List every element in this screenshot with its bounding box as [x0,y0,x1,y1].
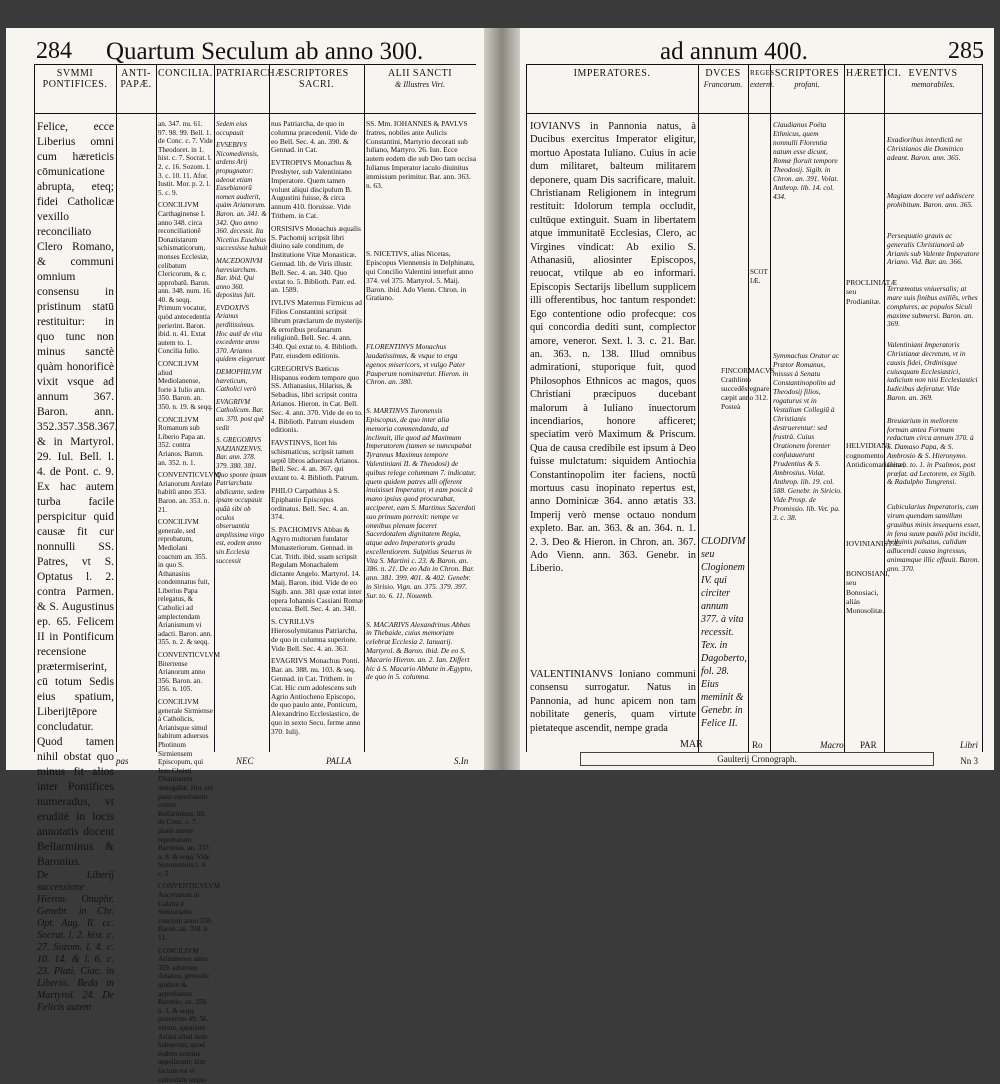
patriarchae-entry: S. GREGORIVS NAZIANZENVS. Bar. ann. 378. 379. 380. 381. Quo sponte ipsum Patriarchatu abdicante, sedem ipsam occupauit quāà sibi ob oculos obseruantia amplissima virgo est, eodem anno sin Ecclesia successit [216,436,267,565]
imperatores-text: IOVIANVS in Pannonia natus, à Ducibus exercitus Imperator eligitur, mortuo Apostata Iuliano. Cuius in acie dum militaret, balteum militarem deponere, quam Dis sacrificare, maluit. Christianam Religionem in integrum restituit: Idolorum templa occludit, cultūque extinguit. Suam in libertatem atque immunitatē Ecclesias, Clero, ac Virgines vindicat: Ab exilio S. Athanasiū, aliosinter Episcopos, reuocat, vtilque ab eo informari. Episcopis Sectarijs libellum supplicem illi offerentibus, hoc tantum respondet: Ego contentione odio profecque: cos qui concordia dediti sunt, complector amore, veneror. Sext. l. 3. c. 21. Bar. an. 363. n. 138. Illud omnibus admirationi, stuporique fuit, quod Philosophos Ethnicos ac magos, quos Christiani præcipuos ducebant malorum à Iuliano inuectorum incendiarios, honore afficeret; speciatim verò Maximum & Priscum. Qua de causa credibile est ipsum à Deo fuisse mulctatum: siquidem Antiochia Constantinopolim iter faciens, noctū mortuus casu inopinato repertus est, anno Dominicæ 364. anno ætatis 33. Imperij verò mense octauo nondum expleto. Bar. an. 363. & an. 364. n. 1. 2. 3. Deo & Hieron. in Chron. an. 367. Ado Vienn. ann. 363. Genebr. in Liberio. [530,121,696,575]
eventus-entry: Valentiniani Imperatoris Christianæ decretum, vt in causis fidei, Ordinisque cuiusquam Ecclesiastici, iudicium non nisi Ecclesiastici Iudicibus deferatur. Vide Baron. an. 369. [887,340,978,402]
col-head-reges: REGES externi. [750,69,775,89]
right-head-rule [526,113,982,114]
col-divider [116,64,117,752]
col-head-imperatores: IMPERATORES. [573,68,651,79]
catchword: PALLA [326,756,352,766]
concilia-entry: CONVENTICVLVM Arianorum Arelate habitū anno 353. Baron. an. 353. n. 21. [158,471,221,514]
col-head-concilia: CONCILIA. [158,68,213,79]
col-divider [698,64,699,752]
sancti-entry: S. NICETIVS, alias Nicetas, Episcopus Viennensis in Delphinatu, qui Concilio Valentini interfuit anno 374. vel 375. Martyrol. 5. Maij. Baron. ibid. Ado Vienn. Chron. in Gratiano. [366,249,475,303]
scriptores-entry: GREGORIVS Bæticus Hispanus eodem tempore quo SS. Athanasius, Hilarius, & Sebadius, libri scripsit contra Arianos. Hieron. in Cat. Bell. Sec. 4. ann. 370. Vide de eo to. 4. Biblioth. Patrum eiusdem editionis. [271,363,363,435]
footer-label: Gaulterij Cronograph. [717,754,797,764]
duces-text: CLODIVM seu Clogionem IV. qui circiter annum 377. à vita recessit. Tex. in Dagoberto, fol. 28. Eius meminit & Genebr. in Felice II. [701,536,747,729]
scriptores-entry: S. CYRILLVS Hierosolymitanus Patriarcha, de quo in columna superiore. Vide Bell. Sec. 4. an. 363. [271,617,358,653]
col-head-haeretici: HÆRETICI. [846,68,902,79]
left-page-number: 284 [36,38,72,64]
footer-label-box [580,752,934,766]
left-page [6,28,484,1084]
haeretici-entry: PROCLINIATÆ seu Prodianitæ. [846,278,898,306]
sancti-entry: FLORENTINVS Monachus laudatissimus, & vsque to erga egenos misericors, vt vulgo Pater Pauperum nominaretur. Hieron. in Chron. an. 380. [366,342,469,387]
eventus-entry: Persequutio grauis ac generalis Christianorū ab Arianis sub Valente Imperatore Ariano. Vid. Bar. an. 366. [887,230,980,267]
concilia-entry: CONCILIVM Ariminense anno 359. aduersus Arianos, generale quidem & approbatum Baronio, an. 359. n. 1. & seqq. præsertim 49. 50. verum, quoniam Ariani aliud item habuerunt, quod eodem nomine appellarunt; hinc factum est vt cubusdam suspe- [158,946,209,1084]
right-page [520,28,994,770]
right-top-rule [526,64,982,65]
concilia-entry: an. 347. nu. 61. 97. 98. 99. Bell. 1. de Conc. c. 7. Vide Theodoret. in 1. hist. c. 7. Socrat. l. 2. c. 16. Sozom. l. 3. c. 10. 11. Afor. Iustit. Mor. p. 2. l. 5. c. 9. [158,120,213,197]
patriarchae-entry: MACEDONIVM hæresiarcham. Bar. ibid. Qui anno 360. depositus fuit. [216,256,263,300]
col-divider [364,64,365,752]
col-head-eventus: EVENTVS memorabiles. [908,68,958,89]
scriptores-entry: FAVSTINVS, licet his schismaticus, scripsit tamen septē libros aduersus Arianos. Bell. Sec. 4. an. 367. qui extant to. 4. Biblioth. Patrum. [271,438,360,483]
catchword: Libri [960,740,979,750]
col-head-sancti: ALII SANCTI & Illustres Viri. [387,68,453,89]
imperatores-column-2 [530,668,696,748]
catchword: Ro [752,740,763,750]
col-head-scriptores: SCRIPTORES SACRI. [284,68,349,90]
concilia-entry: CONCILIVM generale, sed reprobatum, Mediolani coactum an. 355. in quo S. Athanasius condemnatus fuit, Liberius Papa relegatus, & Catholici ad amplectendam Arianismum vi adacti. Baron. ann. 355. n. 2. & seqq. [158,518,213,647]
col-divider [156,64,157,752]
signature-mark: Nn 3 [960,756,978,766]
col-divider [844,64,845,752]
left-border [34,64,35,752]
concilia-entry: CONVENTICVLVM Biterrense Arianorum anno 356. Baron. an. 356. n. 105. [158,651,221,694]
duces-column [701,535,747,729]
haeretici-entry: BONOSIANI, seu Bonosiaci, aliàs Monosolitæ. [846,568,890,616]
right-page-number: 285 [948,38,984,64]
left-header [6,38,484,66]
left-head-rule [34,113,476,114]
patriarchae-entry: EVSEBIVS Nicomediensis, ardens Arij propugnator: adeout etiam Eusebianorū nomen audierit, quàm Arianorum. Baron. an. 341. & 342. Quo anno 360. decessit. Ita Nicetius Eusebius successisse habuit [216,141,268,253]
right-border [982,64,983,752]
patriarchae-entry: DEMOPHILVM hæreticum, Catholici verò [216,368,262,394]
eventus-entry: Terræmotus vniuersalis; at mare suis finibus exiliēs, vrbes complures, ac populos Siculi maxime submersi. Baron. an. 369. [887,284,978,329]
scriptores-profani-entry: Claudianus Poëta Ethnicus, quem nonnulli Florentia natum esse dicunt, Romæ floruit tempore Theodosij. Sigib. in Chron. an. 391. Volat. Anthrop. lib. 14. col. 434. [773,120,839,201]
catchword: NEC [236,756,254,766]
reges-title: SCOTIÆ. [750,268,768,285]
right-page-title: ad annum 400. [660,38,808,65]
catchword: MAR [680,739,703,750]
book-gutter [484,28,520,770]
col-head-patriarchae: PATRIARCHÆ. [216,68,288,79]
eventus-entry: Magiam docere vel addiscere prohibitum. Baron. ann. 365. [887,191,975,210]
scriptores-entry: EVAGRIVS Monachus Ponti. Bar. an. 388. nu. 103. & seq. Gennad. in Cat. Trithem. in Cat. Hic cum adolescens sub Agrio Antiocheno Episcopo, de quo paulo ante, Ponticum, Alexandrino Ecclesiastico, de quo in sexto Secu. ferme anno 370. Iulij. [271,656,361,736]
patriarchae-entry: EVAGRIVM Catholicum. Bar. an. 370. post quē sedit [216,397,265,432]
haeretici-entry: HELVIDIANI cognomento Antidicomarianitæ, [846,441,905,470]
scriptores-entry: IVLIVS Maternus Firmicus ad Filios Constantini scripsit librum præclarum de mysterijs & erroribus profanarum religionū. Bell. Sec. 4. ann. 340. Qui extat to. 4. Biblioth. Patr. eiusdem editionis. [271,298,362,360]
concilia-entry: CONCILIVM Romanum sub Liberio Papa an. 352. contra Arianos. Baron. an. 352. n. 1. [158,415,206,467]
concilia-entry: CONCILIVM Carthaginense I. anno 348. circa reconciliationē Donatistarum schismaticorum, monses Ecclesiæ, celibatum Clericorum, & c. approbatū. Baron. ann. 348. num. 16. 40. & seqq. Primum vocatur, quòd antecedentia perierint. Baron. ibid. n. 41. Extat autem to. 1. Concilia Iulio. [158,201,212,356]
concilia-column [158,120,221,1084]
scriptores-profani-entry: Symmachus Orator ac Prætor Romanus, missus à Senatu Constantinopolim ad Theodosij filios, rogaturus vt in Vestalium Collegiū à Christianis destruerentur: sed frustrà. Cuius Orationem forenter confutauerunt Prudentius & S. Ambrosius. Volat. Anthrop. lib. 19. col. 588. Genebr. in Siricio. Vide Prosp. de Promissio. lib. Vet. pa. 3. c. 38. [773,351,842,522]
sancti-entry: SS. Mm. IOHANNES & PAVLVS fratres, nobiles ante Aulicis Constantini, Martyrio decorati sub Iuliano, Martyro. 26. Iun. Ecce autem eodem die sub Deo tam occisa Iulianus Imperator iaculo diuinitus immissum perimitur. Bar. ann. 363. n. 63. [366,119,477,190]
scriptores-entry: PHILO Carpathius à S. Epiphanio Episcopus ordinatus. Bell. Sec. 4. an. 374. [271,486,349,522]
scriptores-profani-column [773,120,843,740]
concilia-entry: CONVENTICVLVM Ancyranum in Galatia à Semiarianis coactum anno 358. Baron. an. 358. n. 11. [158,882,221,943]
sancti-column [366,120,476,740]
pontifices-note: De Liberij successione Hieron. Onuphr. Genebr. in Chr. Opt. Aug. Il. cc. Socrat. l. 2. hist. c. 27. Sozom. l. 4. c. 10. 14. & l. 6. c. 23. Plati. Ciac. in Liberio. Beda in Martyrol. 24. De Felicis autem [37,870,114,1013]
reges-column-2 [721,366,775,486]
scriptores-entry: nus Patriarcha, de quo in columna præcedenti. Vide de eo Bell. Sec. 4. an. 390. & Gennad. in Cat. [271,119,358,155]
catchword: Macro [820,740,844,750]
patriarchae-column [216,120,268,740]
imperatores-column [530,120,696,635]
eventus-entry: Exadioribus interdictū ne Christianos die Dominico adeant. Baron. ann. 365. [887,135,964,162]
sancti-entry: S. MARTINVS Turonensis Episcopus, de quo inter alia memoria commendanda, ad inclinuit, ille quod ad Maximum Imperatorem (tamen se nuncupabat Tyrannus Maximus tempore Valentiniani II. & Theodosi) de quibus relege columnam 7. indicatur, quem quidem patres alli offerent inuisisset Imperator, vt eam poscit à mano ipsius quod procurabat, acciperet, eam S. Martinus Sacerdoti suo primum porrexit: nempe ve omnibus plenam faceret Sacerdotalem dignitatem Regia, atque adeo Imperatoris gradu excellentiorem. Sulpitius Seuerus in Vita S. Martini c. 23. & Baron. an. 386. n. 21. De eo Ado in Chron. Bar. ann. 381. 399. 401. & 402. Genebr. in Sirisio. Vign. an. 375. 379. 397. Sur. to. 6. 11. Nouemb. [366,406,476,600]
pontifices-text: Felice, ecce Liberius omni cum hæreticis cōmunicatione abrupta, eteq; fidei Catholicæ vexillo reconciliato Clero Romano, & communi omnium consensu in pristinum statū restituitur: in quo tunc non minus sanctè quàm honorificè vixit vsque ad annum 367. Baron. ann. 352.357.358.367. & in Martyrol. 29. Iul. Bell. l. 4. de Pont. c. 9. Ex hac autem turba facile perspicitur quid causæ fit cur nonnulli SS. Patres, vt S. Optatus l. 2. contra Parmen. & S. Augustinus ep. 65. Felicem II in Pontificum recensione prætermiserint, cū totum Sedis eius spatium, Liberijtēpore concludatur. Quod tamen nihil obstat quo minus fit alios inter Pontifices numeradus, vt eruditè in locis annotatis docent Bellarminus & Baronius. [37,121,118,868]
patriarchae-entry: EVDOXIVS Arianus perditissimus. Hoc autē de vita excedente anno 370. Arianos quidem elegerunt [216,303,265,364]
col-head-antipapae: ANTI-PAPÆ. [120,68,152,90]
col-divider [770,64,771,752]
patriarchae-entry: Sedem eius occupauit [216,120,248,137]
haeretici-column [846,278,905,758]
right-border [526,64,527,752]
concilia-entry: CONCILIVM aliud Mediolanense, forte à Iulio ann. 350. Baron. an. 350. n. 19. & seqq. [158,360,213,411]
scriptores-entry: EVTROPIVS Monachus & Presbyter, sub Valentiniano Imperatore. Quem tamen volunt aliqui discipulum B. Augustini fuisse, & circa annum 410. floruisse. Vide Trithem. in Cat. [271,158,352,220]
right-header [520,38,994,66]
catchword: pas [116,756,129,766]
col-head-duces: DVCES Francorum. [703,68,743,89]
eventus-column [887,136,981,746]
left-top-rule [34,64,476,65]
imperatores-text-2: VALENTINIANVS Ioniano communi consensu surrogatur. Natus in Pannonia, ad hunc apicem non tam nobilitate generis, quam virtute pietateque ascendit, nempe grada [530,669,696,734]
col-divider [884,64,885,752]
catchword: S.In [454,756,469,766]
catchword: PAR [860,740,877,750]
eventus-entry: Cubicularius Imperatoris, cum virum quendam samillum grauibus minis insequens esset, in fena suum paulò pōst incidit, belluinis pulsatus, calidum adlucendi causa ingressus, animamque illic effauit. Baron. ann. 370. [887,502,981,573]
scriptores-column [271,120,363,740]
concilia-entry: CONCILIVM generale Sirmiense à Catholicis, Arianisque simul habitum aduersus Photinum Sirmiensem Episcopum, qui Iesu Christi Diuinitatem abnegabat. Hoc est parte reprobatum censet Bellarminus, lib. de Conc. c. 7. planè autem reprobatum Baronius, an. 357. n. 8. & seqq. Vide Sozomenum l. 4. c. 5. [158,698,213,878]
left-page-title: Quartum Seculum ab anno 300. [106,38,424,65]
sancti-entry: S. MACARIVS Alexandrinus Abbas in Thebaide, cuius memoriam celebrat Ecclesia 2. Ianuarij. Martyrol. & Baron. ibid. De eo S. Macario Hieron. an. 2. Ian. Differt hic à S. Macario Abbate in Ægypto, de quo in 5. columna. [366,619,473,682]
eventus-entry: Breuiarium in meliorem forman antea Formam redactum circa annum 370. à S. Damaso Papa, & S. Ambrosio & S. Hieronymo. Geneb. to. 1. in Psalmos, post præfat. ad Lectorem, ex Sigib. & Radulpho Tungrensi. [887,415,977,487]
scriptores-entry: ORSISIVS Monachus æqualis S. Pachomij scripsit libri diuino sale conditum, de Institutione Vitæ Monasticæ. Gennad. lib. de Viris illustr. Bell. Sec. 4. an. 340. Quo extat to. 5. Biblioth. Patr. ed. an. 1589. [271,223,361,295]
haeretici-entry: IOVINIANISTÆ. [846,539,902,549]
pontifices-column [37,120,118,1013]
col-divider [214,64,215,752]
scriptores-entry: S. PACHOMIVS Abbas & Agyro multorum fundator Monasteriorum. Gennad. in Cat. Trith. ibid. suam scripsit Regulam Monachalem dictante Angelo. Martyrol. 14. Maij. Baron. ibid. Vide de eo Sigib. ann. 381 quæ extat inter opera Iohannis Cassiani Romæ excusa. Bell. Sec. 4. an. 340. [271,525,363,614]
col-divider [269,64,270,752]
reges-text: FINCORMACVS Crathlinto succedēsregnare cæpit anno 312. Posteà [721,366,775,411]
col-head-scriptores-profani: SCRIPTORES profani. [774,68,840,89]
col-head-pontifices: SVMMI PONTIFICES. [42,68,108,90]
